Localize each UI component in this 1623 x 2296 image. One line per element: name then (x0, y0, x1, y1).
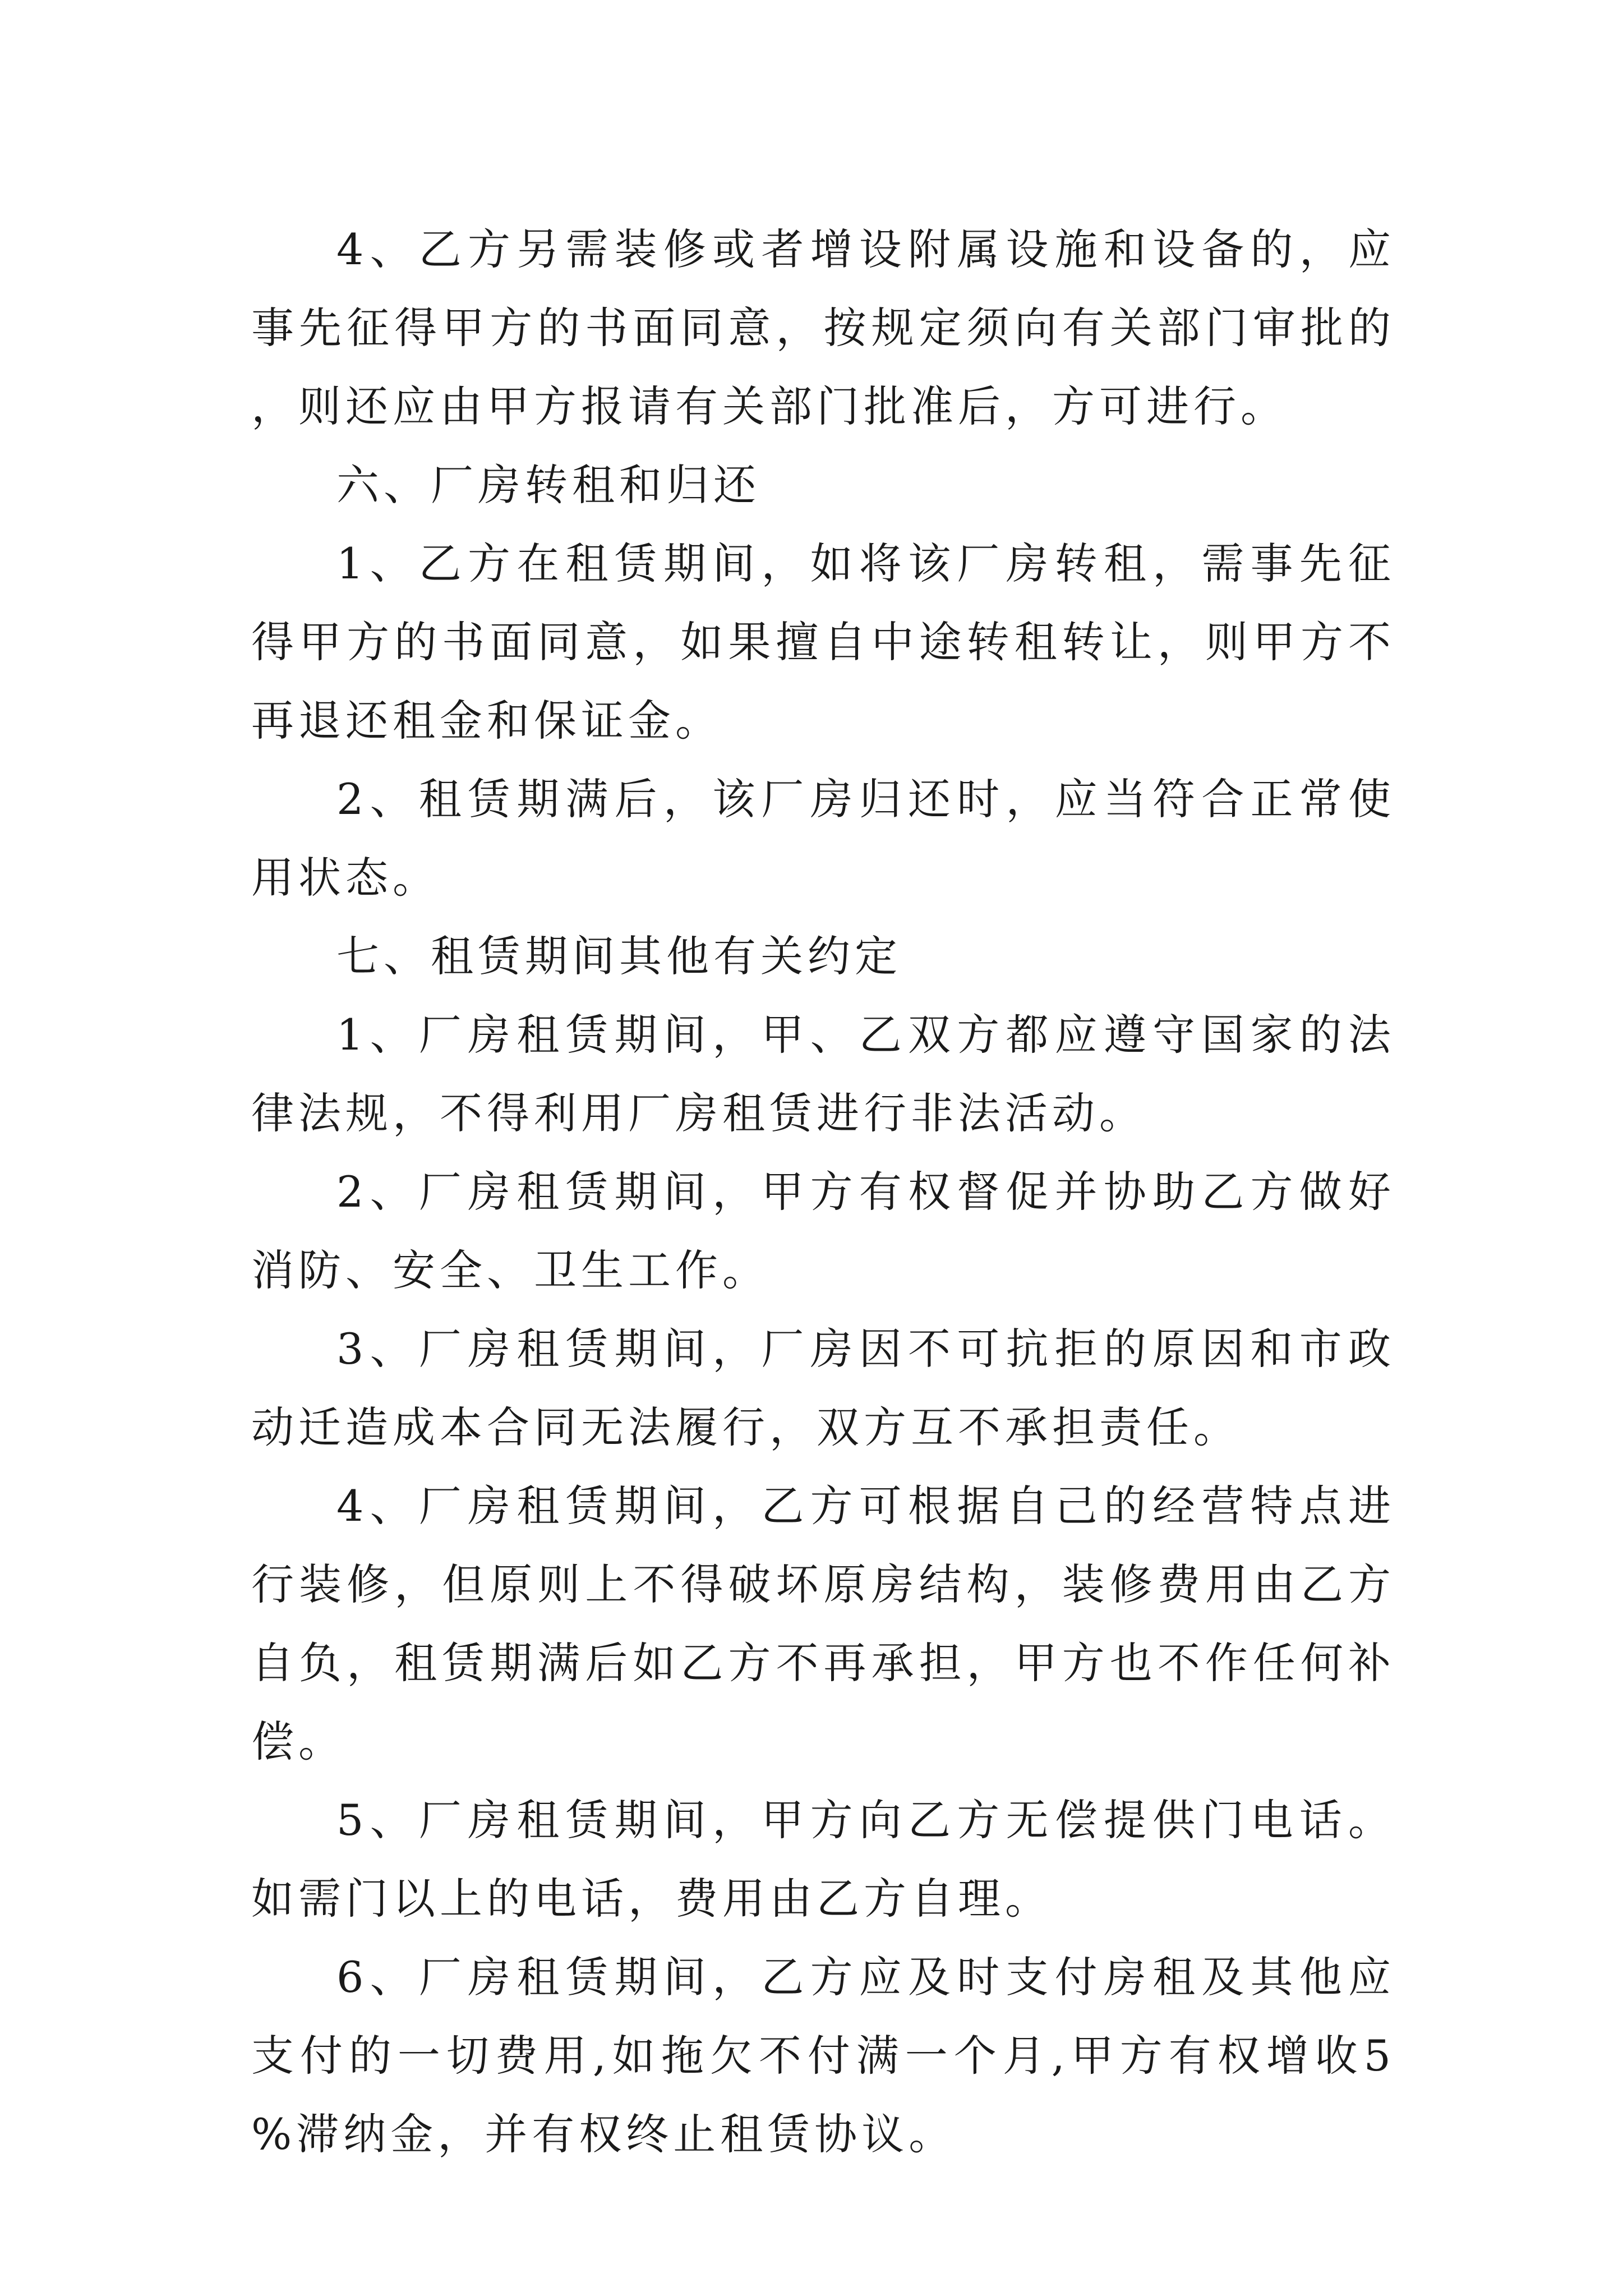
clause-7-4: 4、厂房租赁期间，乙方可根据自己的经营特点进行装修，但原则上不得破坏原房结构，装修费用由乙方自负，租赁期满后如乙方不再承担，甲方也不作任何补偿。 (251, 1481, 1395, 1766)
clause-7-2: 2、厂房租赁期间，甲方有权督促并协助乙方做好消防、安全、卫生工作。 (251, 1167, 1395, 1295)
clause-7-3: 3、厂房租赁期间，厂房因不可抗拒的原因和市政动迁造成本合同无法履行，双方互不承担责任。 (251, 1324, 1395, 1452)
section-6-heading: 六、厂房转租和归还 (336, 460, 760, 510)
clause-7-1: 1、厂房租赁期间，甲、乙双方都应遵守国家的法律法规，不得利用厂房租赁进行非法活动。 (251, 1010, 1395, 1138)
document-page (251, 210, 1395, 2174)
clause-6-1: 1、乙方在租赁期间，如将该厂房转租，需事先征得甲方的书面同意，如果擅自中途转租转让，则甲方不再退还租金和保证金。 (251, 539, 1395, 746)
clause-5-4: 4、乙方另需装修或者增设附属设施和设备的，应事先征得甲方的书面同意，按规定须向有关部门审批的，则还应由甲方报请有关部门批准后，方可进行。 (251, 224, 1395, 431)
clause-6-2: 2、租赁期满后，该厂房归还时，应当符合正常使用状态。 (251, 774, 1395, 903)
clause-7-5: 5、厂房租赁期间，甲方向乙方无偿提供门电话。如需门以上的电话，费用由乙方自理。 (251, 1795, 1395, 1924)
clause-7-6: 6、厂房租赁期间，乙方应及时支付房租及其他应支付的一切费用,如拖欠不付满一个月,甲方有权增收5%滞纳金，并有权终止租赁协议。 (251, 1952, 1395, 2159)
section-7-heading: 七、租赁期间其他有关约定 (336, 931, 902, 981)
